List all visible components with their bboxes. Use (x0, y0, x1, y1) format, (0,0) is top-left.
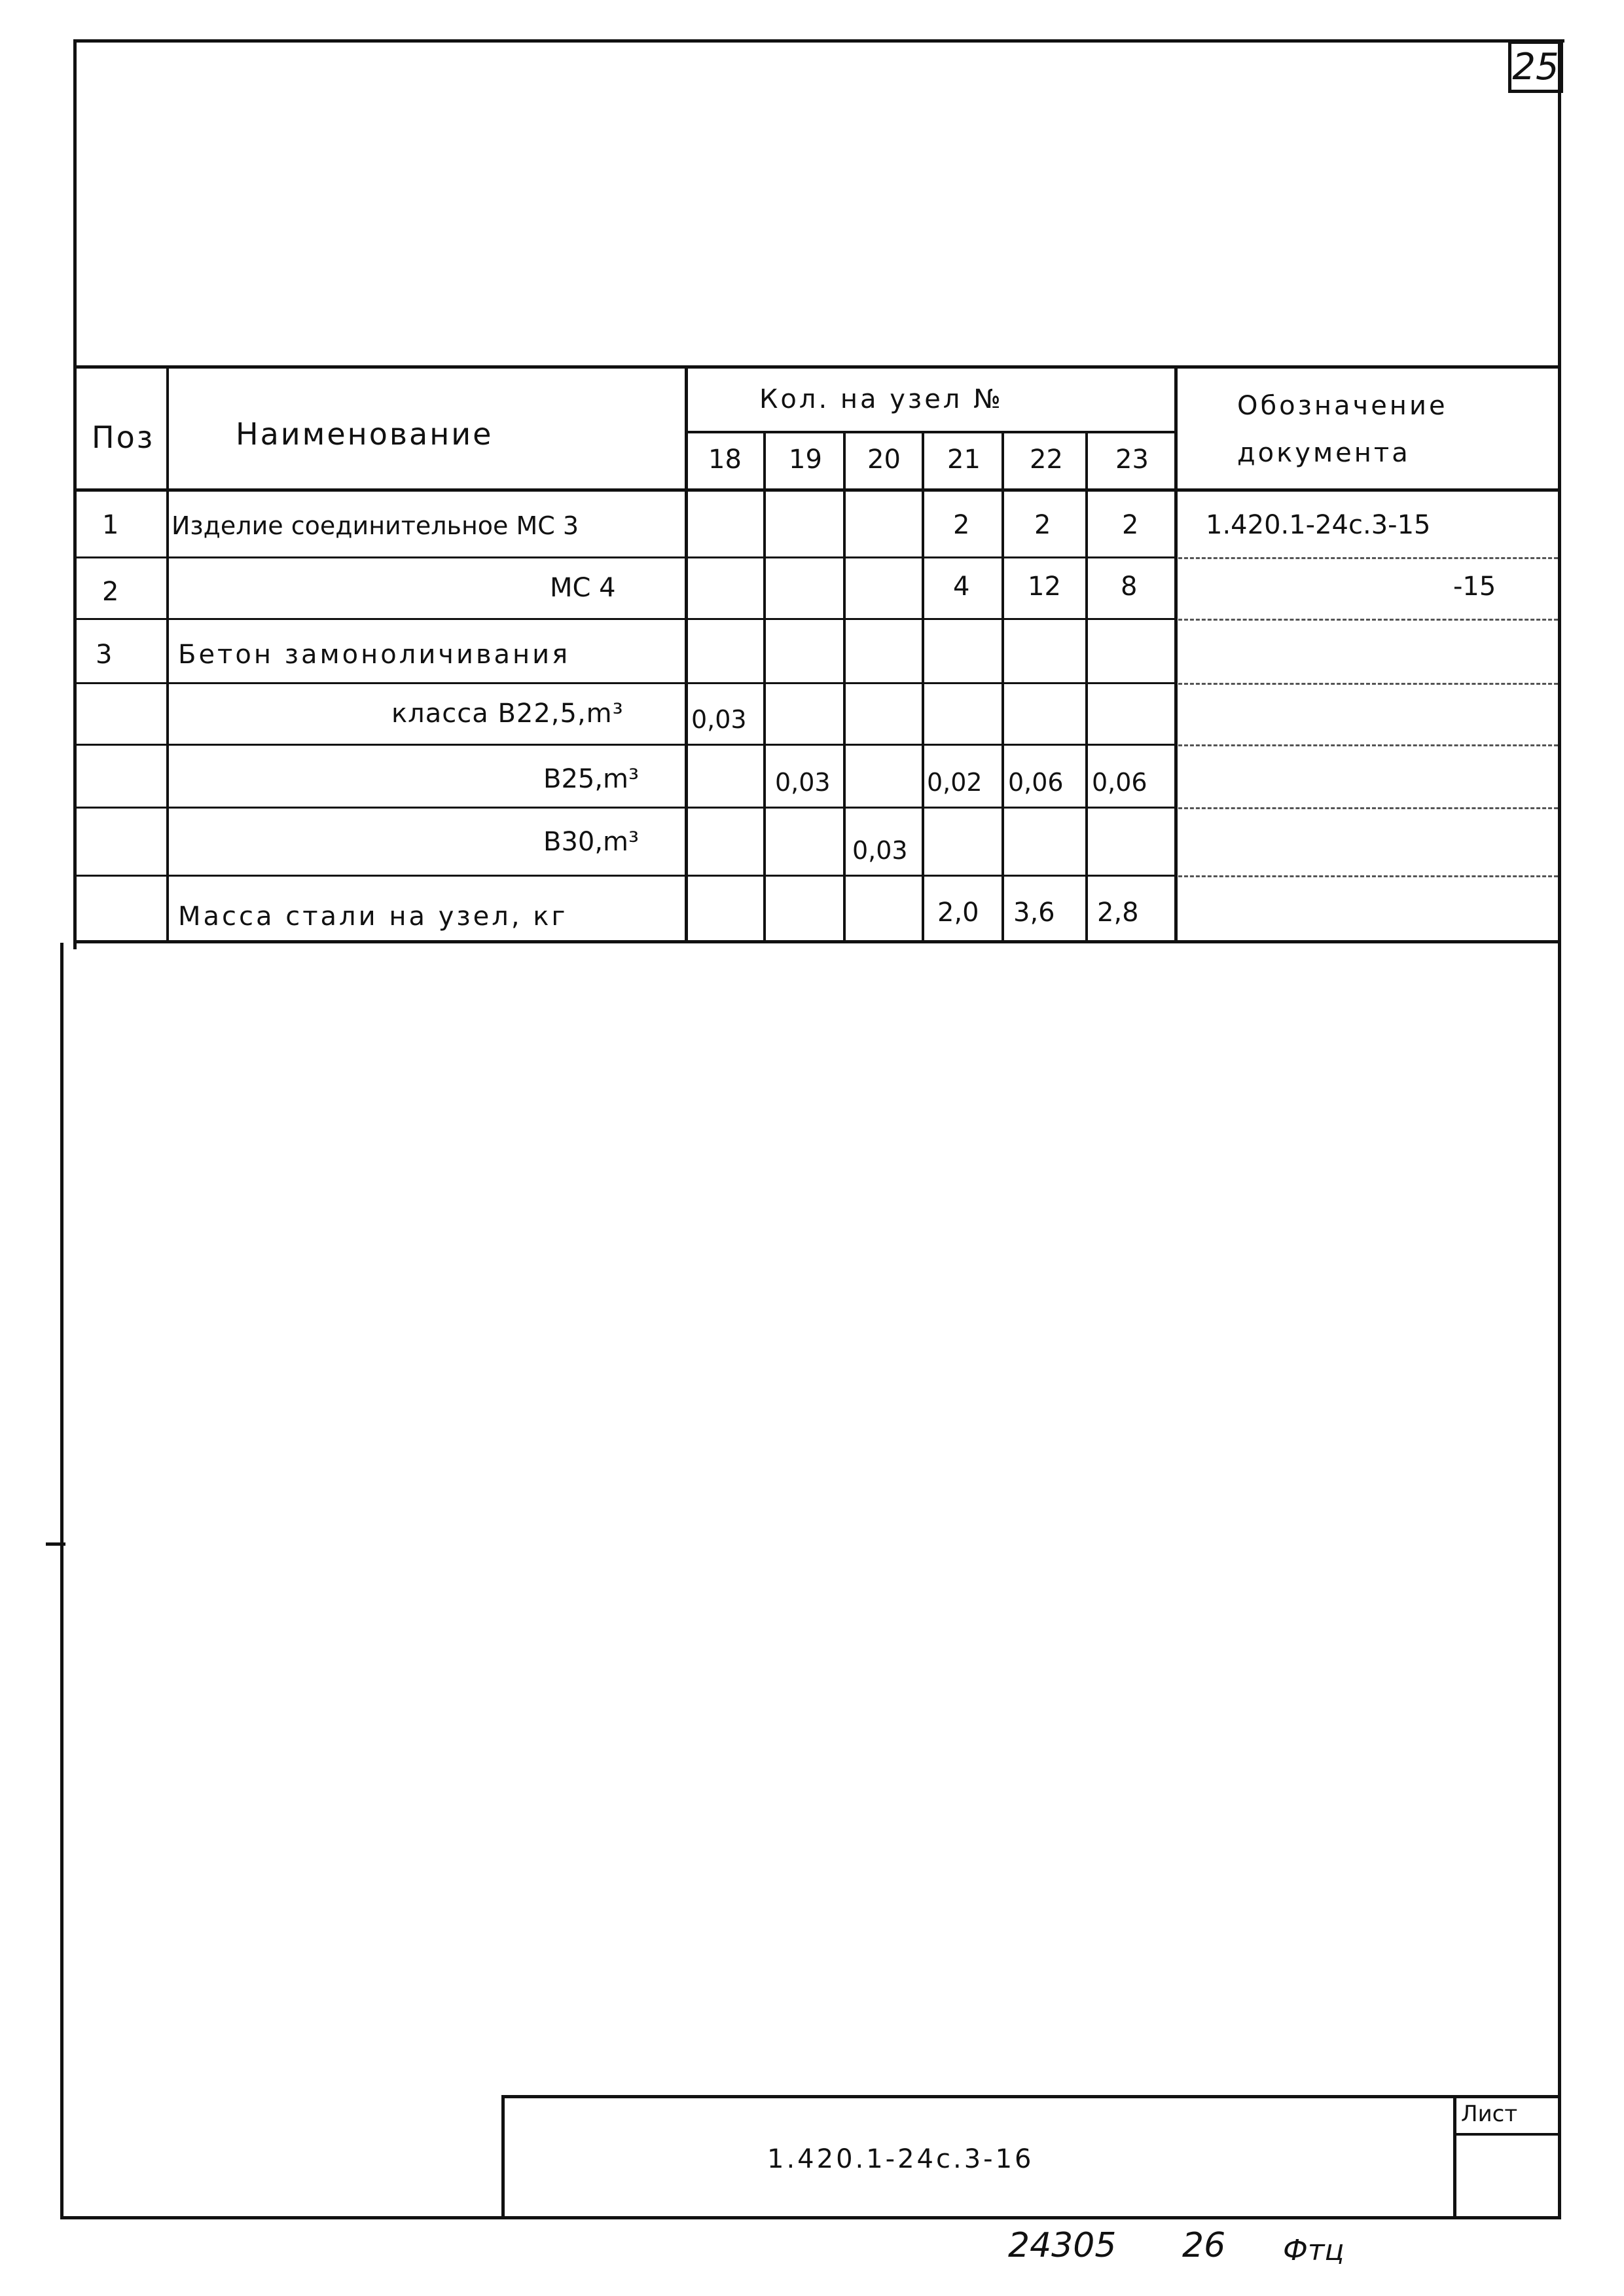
col-line-20 (843, 431, 846, 943)
header-name: Наименование (236, 416, 494, 452)
header-node-21: 21 (947, 445, 981, 475)
row1-doc: 1.420.1-24с.3-15 (1206, 510, 1431, 540)
header-node-18: 18 (708, 445, 742, 475)
row7-q22: 3,6 (1013, 898, 1055, 928)
inventory-number: 24305 (1008, 2226, 1117, 2265)
row5-q22: 0,06 (1008, 768, 1064, 797)
row3-pos: 3 (96, 640, 113, 670)
row-line (73, 875, 1177, 877)
row-line (73, 807, 1177, 809)
row4-q18: 0,03 (691, 705, 747, 734)
header-pos: Поз (92, 420, 155, 455)
sheet-label-line (1453, 2133, 1561, 2136)
col-line-23 (1085, 431, 1088, 943)
header-qty-group: Кол. на узел № (759, 384, 1003, 414)
table-top-border (73, 365, 1561, 369)
row5-q19: 0,03 (775, 768, 831, 797)
header-sub-line (686, 431, 1174, 433)
row6-q20: 0,03 (852, 836, 908, 865)
col-line-doc (1174, 365, 1178, 943)
row1-q21: 2 (953, 510, 970, 540)
doc-row-dash (1178, 875, 1558, 877)
doc-row-dash (1178, 619, 1558, 621)
row2-q23: 8 (1121, 572, 1138, 602)
frame-left-upper (73, 39, 77, 949)
col-line-22 (1001, 431, 1004, 943)
header-doc-line2: документа (1237, 438, 1411, 468)
row2-doc: -15 (1453, 572, 1496, 602)
col-line-19 (763, 431, 766, 943)
col-line-name (685, 365, 688, 943)
row2-pos: 2 (102, 577, 119, 607)
binding-mark (46, 1542, 65, 1546)
row7-q21: 2,0 (937, 898, 979, 928)
row1-name: Изделие соединительное МС 3 (171, 511, 579, 540)
header-bottom-border (73, 488, 1561, 492)
header-node-19: 19 (789, 445, 822, 475)
row1-q23: 2 (1122, 510, 1139, 540)
row-line (73, 556, 1177, 558)
row2-q21: 4 (953, 572, 970, 602)
row2-name: МС 4 (550, 573, 616, 603)
row-line (73, 744, 1177, 746)
row6-name: В30,m³ (543, 827, 640, 857)
title-block-top (501, 2095, 1561, 2098)
document-code: 1.420.1-24с.3-16 (767, 2144, 1034, 2174)
row7-name: Масса стали на узел, кг (178, 902, 568, 932)
header-node-22: 22 (1030, 445, 1063, 475)
row1-pos: 1 (102, 510, 119, 540)
row2-q22: 12 (1028, 572, 1061, 602)
doc-row-dash (1178, 807, 1558, 809)
doc-row-dash (1178, 744, 1558, 746)
frame-left-lower (60, 943, 63, 2219)
frame-bottom (60, 2216, 1561, 2219)
row1-q22: 2 (1034, 510, 1051, 540)
row5-q21: 0,02 (927, 768, 983, 797)
col-line-21 (922, 431, 924, 943)
sheet-number: 25 (1508, 41, 1563, 93)
row7-q23: 2,8 (1097, 898, 1139, 928)
row4-name: класса В22,5,m³ (391, 699, 624, 729)
row-line (73, 682, 1177, 684)
frame-top (73, 39, 1564, 43)
header-node-23: 23 (1115, 445, 1149, 475)
header-node-20: 20 (867, 445, 901, 475)
col-line-pos (166, 365, 169, 943)
title-block-left (501, 2095, 505, 2219)
table-bottom-border (73, 940, 1561, 943)
header-doc-line1: Обозначение (1237, 391, 1448, 421)
doc-row-dash (1178, 683, 1558, 685)
page-number: 26 (1182, 2226, 1226, 2265)
row5-q23: 0,06 (1092, 768, 1147, 797)
row3-name: Бетон замоноличивания (178, 640, 571, 670)
row5-name: В25,m³ (543, 764, 640, 794)
doc-row-dash (1178, 557, 1558, 559)
title-block-sheet-divider (1453, 2095, 1456, 2219)
row-line (73, 618, 1177, 620)
sheet-label: Лист (1461, 2101, 1518, 2127)
signature: Фтц (1283, 2234, 1344, 2267)
